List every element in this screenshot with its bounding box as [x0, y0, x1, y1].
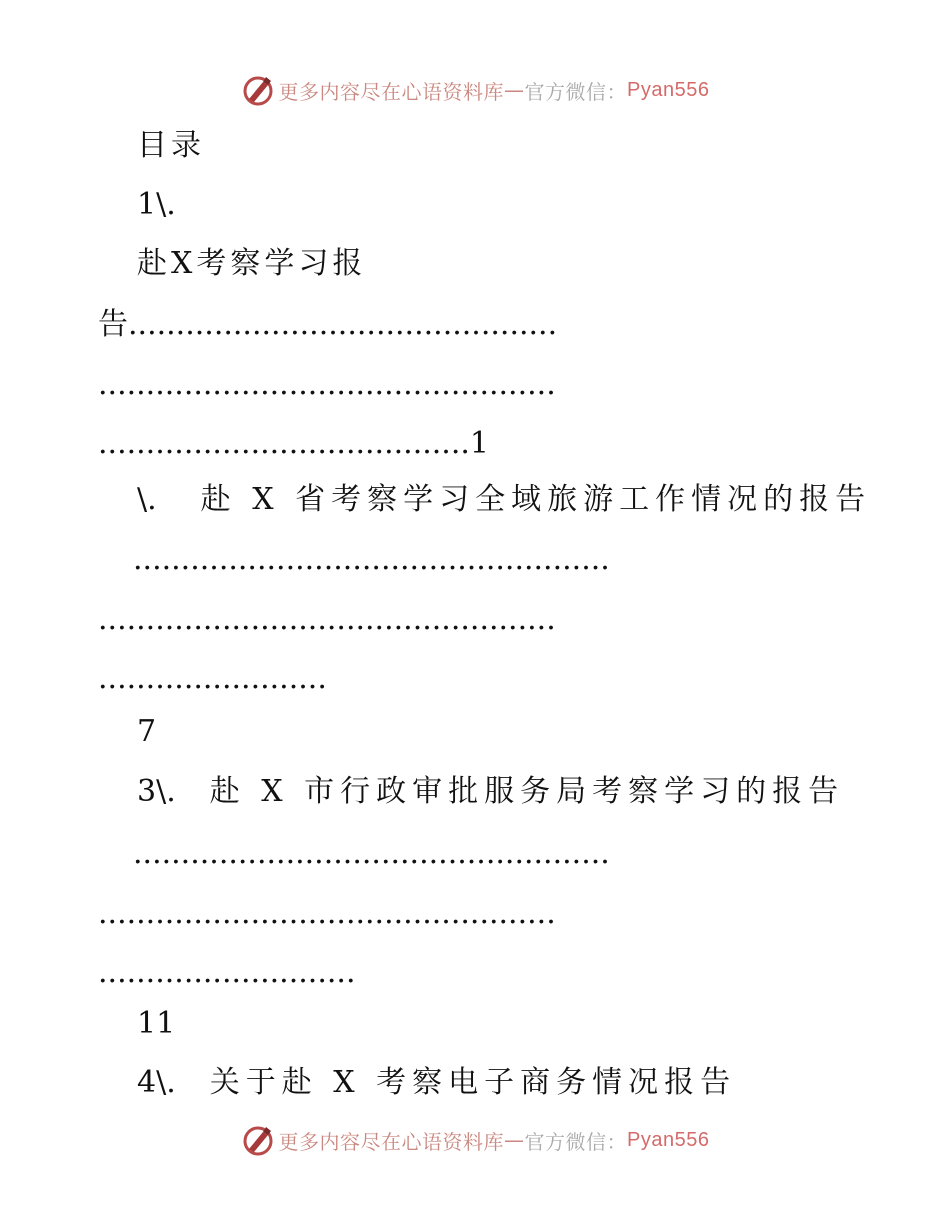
- toc-leader-dots: .............................................: [128, 307, 558, 342]
- watermark-text: 更多内容尽在心语资料库: [278, 1129, 505, 1154]
- watermark-wechat-id: Pyan556: [627, 78, 710, 101]
- toc-title: 目录: [137, 128, 205, 163]
- watermark-footer: [0, 1120, 950, 1160]
- toc-entry-heading: [137, 772, 950, 812]
- toc-leader-dots: ................................................: [98, 602, 556, 637]
- toc-entry-title-tail: 告: [98, 307, 128, 342]
- toc-page-number: 1: [469, 426, 490, 461]
- toc-leader-line-with-page: [98, 424, 950, 464]
- toc-entry-title: 赴 X 省考察学习全域旅游工作情况的报告: [200, 482, 872, 517]
- toc-entry-number: \.: [137, 482, 157, 517]
- watermark-wechat-id: Pyan556: [627, 1128, 710, 1151]
- watermark-separator: —: [504, 1128, 525, 1152]
- pen-logo-icon: [241, 73, 275, 107]
- toc-entry-title: 赴X考察学习报: [137, 246, 367, 281]
- toc-entry-title: 赴 X 市行政审批服务局考察学习的报告: [209, 774, 845, 809]
- toc-entry-title-continued: [98, 305, 950, 345]
- toc-entry-title: 关于赴 X 考察电子商务情况报告: [209, 1065, 737, 1100]
- watermark-header: [0, 70, 950, 110]
- pen-logo-icon: [241, 1123, 275, 1157]
- toc-entry-number: 3\.: [137, 774, 176, 809]
- toc-leader-dots: ...........................: [98, 955, 356, 990]
- toc-leader-dots: ..................................................: [133, 542, 610, 577]
- watermark-separator: —: [504, 78, 525, 102]
- toc-entry-number: 4\.: [137, 1065, 176, 1100]
- toc-leader-dots: .......................................: [98, 426, 470, 461]
- toc-leader-dots: ................................................: [98, 367, 556, 402]
- watermark-wechat-label: 官方微信：: [524, 1129, 628, 1154]
- toc-leader-dots: ........................: [98, 661, 327, 696]
- toc-page-number: 7: [137, 714, 157, 749]
- toc-page-number: 11: [137, 1006, 176, 1041]
- toc-entry-heading: [137, 480, 950, 520]
- toc-entry-number: 1\.: [137, 187, 176, 222]
- toc-leader-dots: ................................................: [98, 896, 556, 931]
- toc-entry-heading: [137, 1063, 950, 1103]
- watermark-wechat-label: 官方微信：: [524, 79, 628, 104]
- toc-leader-dots: ..................................................: [133, 836, 610, 871]
- watermark-text: 更多内容尽在心语资料库: [278, 79, 505, 104]
